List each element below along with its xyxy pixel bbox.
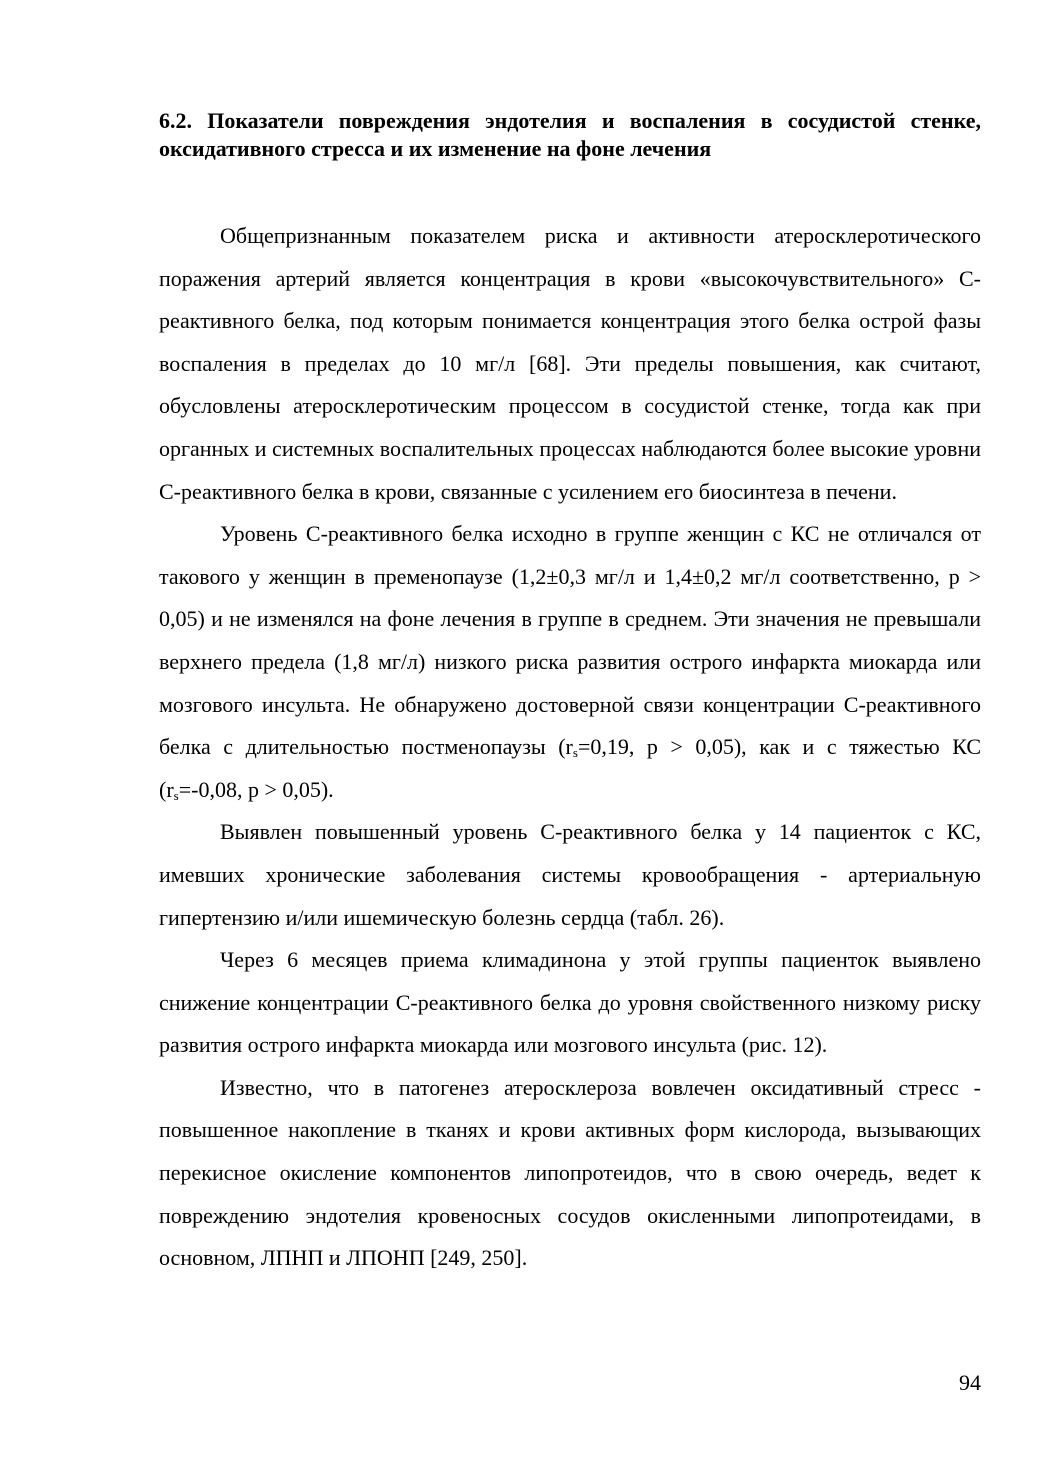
page-number: 94 — [959, 1370, 981, 1395]
paragraph-3: Выявлен повышенный уровень С-реактивного белка у 14 пациенток с КС, имевших хронические заболевания системы кровообращения - артериальную гипертензию и/или ишемическую болезнь сердца (табл. 26). — [159, 819, 981, 930]
subscript-s-2: s — [173, 787, 179, 803]
section-heading: 6.2. Показатели повреждения эндотелия и воспаления в сосудистой стенке, оксидативного стресса и их изменение на фоне лечения — [159, 108, 981, 161]
paragraph-4: Через 6 месяцев приема климадинона у этой группы пациенток выявлено снижение концентрации С-реактивного белка до уровня свойственного низкому риску развития острого инфаркта миокарда или мозгового инсульта (рис. 12). — [159, 947, 981, 1058]
subscript-s-1: s — [572, 745, 578, 761]
paragraph-2-text-3: =-0,08, p > 0,05). — [178, 776, 334, 802]
paragraph-2-text-2: =0,19, p > 0,05), как и с тяжестью КС (r — [159, 734, 981, 802]
paragraph-1: Общепризнанным показателем риска и активности атеросклеротического поражения артерий является концентрация в крови «высокочувствительного» С-реактивного белка, под которым понимается концентрация этого белка острой фазы воспаления в пределах до 10 мг/л [68]. Эти пределы повышения, как считают, обусловлены атеросклеротическим процессом в сосудистой стенке, тогда как при органных и системных воспалительных процессах наблюдаются более высокие уровни С-реактивного белка в крови, связанные с усилением его биосинтеза в печени. — [159, 223, 981, 504]
paragraph-2 — [159, 513, 981, 811]
paragraph-2-text-1: Уровень С-реактивного белка исходно в группе женщин с КС не отличался от такового у женщин в пременопаузе (1,2±0,3 мг/л и 1,4±0,2 мг/л соответственно, p > 0,05) и не изменялся на фоне лечения в группе в среднем. Эти значения не превышали верхнего предела (1,8 мг/л) низкого риска развития острого инфаркта миокарда или мозгового инсульта. Не обнаружено достоверной связи концентрации С-реактивного белка с длительностью постменопаузы (r — [159, 521, 981, 760]
paragraph-5: Известно, что в патогенез атеросклероза вовлечен оксидативный стресс - повышенное накопление в тканях и крови активных форм кислорода, вызывающих перекисное окисление компонентов липопротеидов, что в свою очередь, ведет к повреждению эндотелия кровеносных сосудов окисленными липопротеидами, в основном, ЛПНП и ЛПОНП [249, 250]. — [159, 1074, 981, 1271]
document-page — [159, 107, 981, 1280]
